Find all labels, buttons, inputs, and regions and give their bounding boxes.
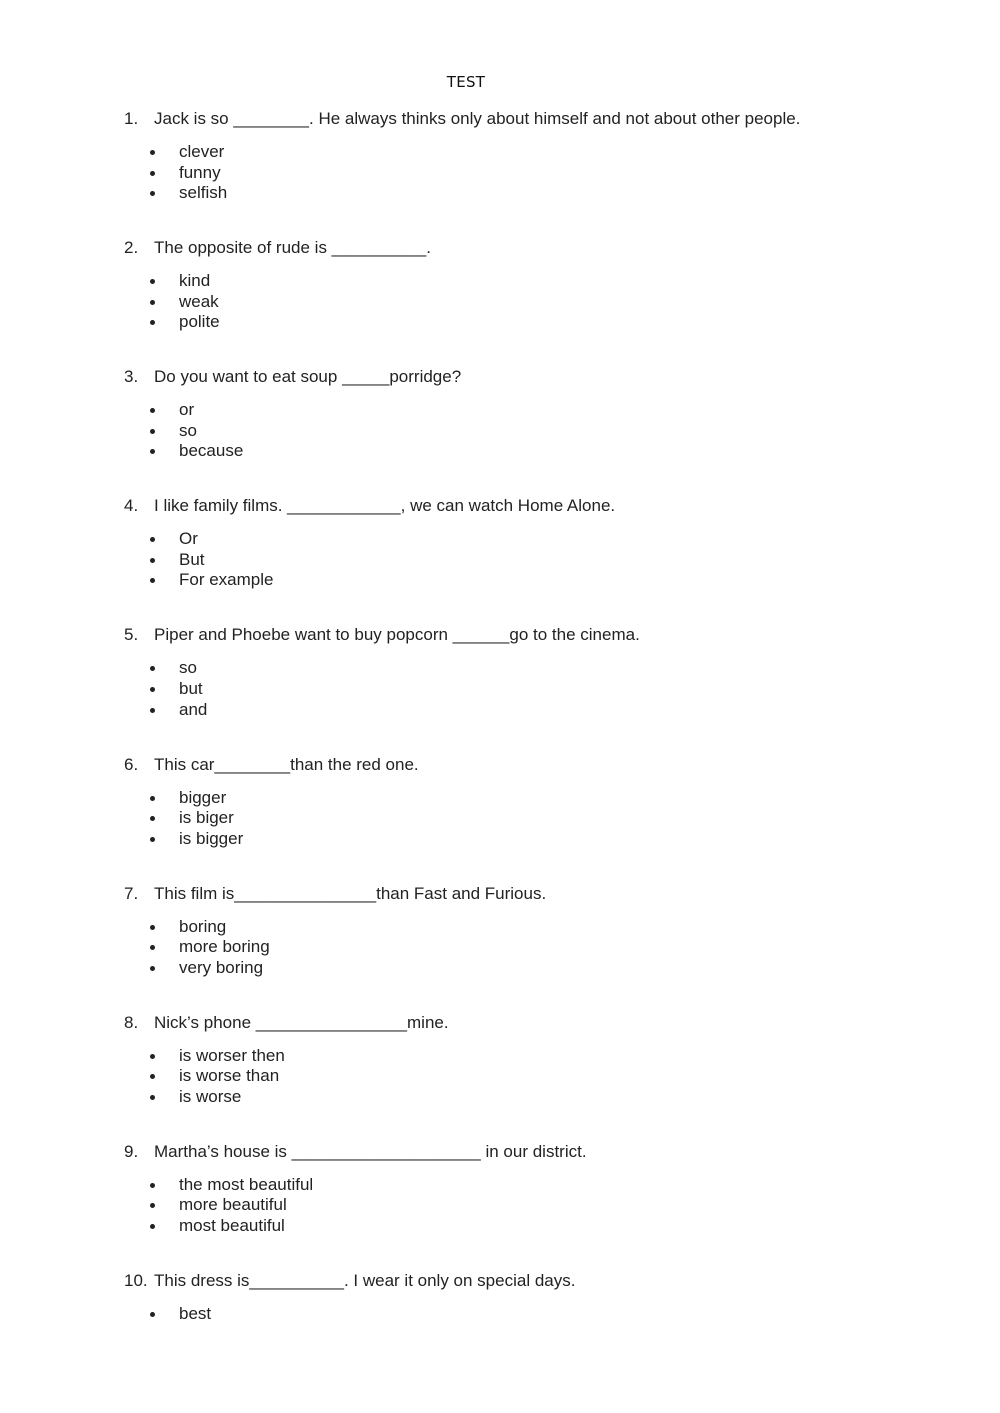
question-number: 2.	[124, 238, 139, 258]
bullet-icon	[150, 687, 155, 692]
bullet-icon	[150, 1183, 155, 1188]
answer-option-text: so	[179, 658, 197, 678]
bullet-icon	[150, 966, 155, 971]
bullet-icon	[150, 925, 155, 930]
answer-option-text: weak	[179, 291, 219, 311]
answer-option-text: more beautiful	[179, 1195, 287, 1215]
question-line	[124, 237, 904, 259]
question-line	[124, 1270, 904, 1292]
answer-option-text: For example	[179, 570, 274, 590]
bullet-icon	[150, 578, 155, 583]
question-text: Nick’s phone ________________mine.	[154, 1012, 449, 1032]
bullet-icon	[150, 1074, 155, 1079]
question-block	[124, 754, 904, 848]
answer-option-text: is worse	[179, 1086, 242, 1106]
question-block	[124, 366, 904, 461]
bullet-icon	[150, 537, 155, 542]
bullet-icon	[150, 837, 155, 842]
page-title: TEST	[446, 73, 486, 91]
question-line	[124, 1141, 904, 1163]
question-line	[124, 366, 904, 388]
answer-option-text: clever	[179, 142, 225, 161]
bullet-icon	[150, 429, 155, 434]
question-text: Piper and Phoebe want to buy popcorn ______go to the cinema.	[154, 625, 640, 645]
bullet-icon	[150, 279, 155, 284]
question-number: 4.	[124, 496, 139, 516]
question-number: 3.	[124, 367, 139, 387]
question-text: Jack is so ________. He always thinks only about himself and not about other people.	[154, 109, 801, 128]
bullet-icon	[150, 945, 155, 950]
answer-option-text: funny	[179, 162, 221, 182]
answer-option-text: kind	[179, 271, 211, 291]
answer-option-text: most beautiful	[179, 1215, 285, 1235]
bullet-icon	[150, 1224, 155, 1229]
bullet-icon	[150, 191, 155, 196]
bullet-icon	[150, 408, 155, 413]
question-block	[124, 624, 904, 719]
bullet-icon	[150, 1203, 155, 1208]
answer-option-text: because	[179, 441, 244, 461]
answer-option-text: more boring	[179, 937, 270, 957]
answer-option-text: selfish	[179, 183, 228, 203]
question-line	[124, 495, 904, 517]
answer-option-text: But	[179, 549, 205, 569]
question-number: 9.	[124, 1141, 139, 1161]
answer-option-text: or	[179, 400, 195, 420]
question-block	[124, 1012, 904, 1106]
answer-option-text: so	[179, 420, 197, 440]
question-block	[124, 237, 904, 332]
question-text: Do you want to eat soup _____porridge?	[154, 367, 462, 387]
answer-option-text: bigger	[179, 787, 227, 807]
bullet-icon	[150, 816, 155, 821]
question-line	[124, 754, 904, 776]
question-line	[124, 883, 904, 905]
answer-option-text: very boring	[179, 957, 264, 977]
question-number: 6.	[124, 754, 139, 774]
bullet-icon	[150, 558, 155, 563]
answer-option-text: best	[179, 1303, 212, 1323]
question-text: This film is_______________than Fast and Furious.	[154, 883, 547, 903]
question-block	[124, 1141, 904, 1235]
question-text: This dress is__________. I wear it only on special days.	[154, 1270, 576, 1290]
bullet-icon	[150, 1312, 155, 1317]
answer-option-text: boring	[179, 916, 227, 936]
question-block	[124, 883, 904, 977]
question-block	[124, 495, 904, 590]
question-text: The opposite of rude is __________.	[154, 238, 431, 258]
answer-option-text: Or	[179, 529, 198, 549]
bullet-icon	[150, 300, 155, 305]
answer-option-text: is worser then	[179, 1045, 285, 1065]
question-number: 10.	[124, 1270, 148, 1290]
bullet-icon	[150, 171, 155, 176]
bullet-icon	[150, 1095, 155, 1100]
question-line	[124, 108, 904, 130]
answer-option-text: polite	[179, 312, 220, 332]
bullet-icon	[150, 1054, 155, 1059]
question-text: This car________than the red one.	[154, 754, 419, 774]
question-number: 7.	[124, 883, 139, 903]
answer-option-text: and	[179, 699, 208, 719]
bullet-icon	[150, 796, 155, 801]
bullet-icon	[150, 708, 155, 713]
question-block	[124, 1270, 904, 1323]
question-line	[124, 624, 904, 646]
answer-option-text: is worse than	[179, 1066, 280, 1086]
bullet-icon	[150, 320, 155, 325]
question-number: 8.	[124, 1012, 139, 1032]
question-number: 5.	[124, 625, 139, 645]
question-text: I like family films. ____________, we can watch Home Alone.	[154, 496, 616, 516]
answer-option-text: is biger	[179, 808, 234, 828]
question-line	[124, 1012, 904, 1034]
question-block	[124, 108, 904, 203]
bullet-icon	[150, 666, 155, 671]
bullet-icon	[150, 449, 155, 454]
question-text: Martha’s house is ____________________ in our district.	[154, 1141, 587, 1161]
answer-option-text: but	[179, 678, 203, 698]
question-number: 1.	[124, 109, 139, 128]
answer-option-text: is bigger	[179, 828, 244, 848]
answer-option-text: the most beautiful	[179, 1174, 314, 1194]
bullet-icon	[150, 150, 155, 155]
